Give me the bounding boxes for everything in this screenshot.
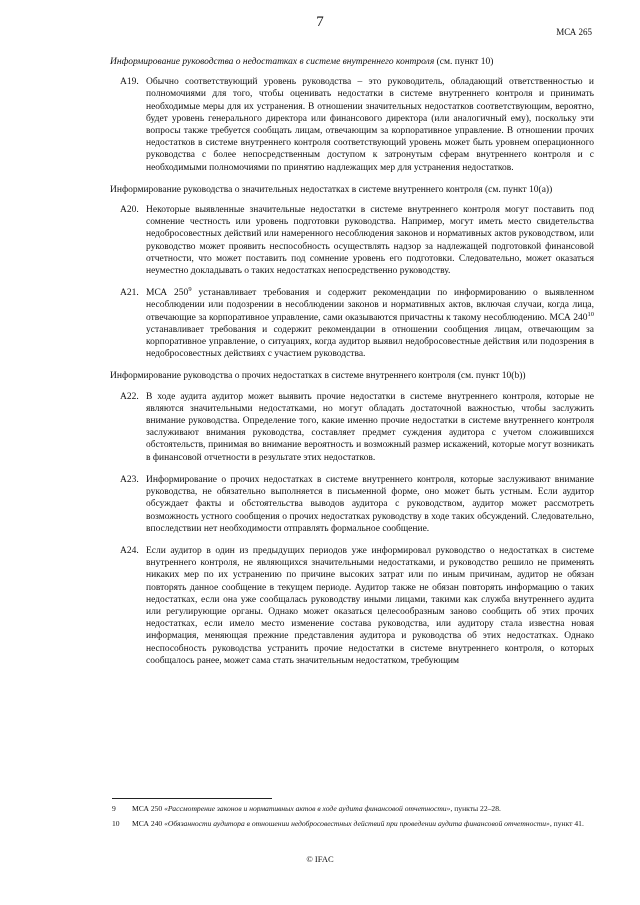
paragraph-text <box>146 391 594 464</box>
paragraph-text-run: Информирование о прочих недостатках в системе внутреннего контроля, которые заслуживают внимание руководства, не обязательно выполняется в письменной форме, оно может быть устным. Если аудитор обсуждает факты и обстоятельства выводов аудитора с руководством, аудитор может рассмотреть возможность устного сообщения о прочих недостатках руководству в ходе таких обсуждений. Следовательно, впоследствии нет необходимости отправлять формальное сообщение. <box>146 474 594 534</box>
footnote-text <box>132 819 598 830</box>
paragraph-text-run: устанавливает требования и содержит рекомендации в отношении сообщения лицам, отвечающим за корпоративное управление, о ситуациях, когда аудитор выявил недобросовестные действия или подозрения в недобросовестных действиях с участием руководства. <box>146 324 594 360</box>
paragraph-number: A21. <box>120 288 139 299</box>
section-heading <box>110 184 594 196</box>
section-heading-text: Информирование руководства о прочих недостатках в системе внутреннего контроля (см. пункт 10(b)) <box>110 371 526 382</box>
paragraph-text <box>146 474 594 535</box>
paragraph-text-run: В ходе аудита аудитор может выявить прочие недостатки в системе внутреннего контроля, которые не являются значительными недостатками, но могут обладать достаточной важностью, чтобы заслужить внимание руководства. Определение того, какие именно прочие недостатки в системе внутреннего контроля заслуживают внимания руководства, составляет предмет суждения аудитора с учетом сложившихся обстоятельств, принимая во внимание вероятность и возможный размер искажений, которые могут возникать в финансовой отчетности в результате этих недостатков. <box>146 391 594 463</box>
footnote-text-italic: «Рассмотрение законов и нормативных актов в ходе аудита финансовой отчетности» <box>164 804 451 813</box>
footnote-reference[interactable]: 10 <box>587 310 594 318</box>
footnote-text-after: , пункт 41. <box>549 818 584 828</box>
footnote-text <box>132 804 598 815</box>
standard-code: МСА 265 <box>556 27 592 37</box>
section-heading-text: (см. пункт 10) <box>434 57 494 67</box>
footnote-divider <box>112 798 272 799</box>
footnote-text-before: МСА 240 <box>132 818 165 828</box>
footnotes <box>112 804 598 833</box>
footnote-text-after: , пункты 22–28. <box>450 804 501 813</box>
section-heading-text: Информирование руководства о значительных недостатках в системе внутреннего контроля (см. пункт 10(a)) <box>110 184 553 195</box>
footnote-number: 10 <box>112 818 120 828</box>
footnote <box>112 804 598 815</box>
paragraph-number: A20. <box>120 205 139 216</box>
footnote-text-before: МСА 250 <box>132 804 165 813</box>
paragraph <box>110 204 594 277</box>
paragraph-text <box>146 204 594 277</box>
paragraph-number: A22. <box>120 391 139 402</box>
paragraph-text-run: Обычно соответствующий уровень руководства – это руководитель, обладающий ответственностью и полномочиями для того, чтобы оценивать недостатки в системе внутреннего контроля и принимать необходимые меры для их устранения. В отношении значительных недостатков соответствующим, вероятно, будет уровень генерального директора или финансового директора (или аналогичный ему), поскольку эти вопросы также требуется сообщать лицам, отвечающим за корпоративное управление. В отношении прочих недостатков в системе внутреннего контроля соответствующий уровень может быть уровнем операционного руководства с более непосредственным доступом к затронутым сферам внутреннего контроля и с необходимыми полномочиями по принятию надлежащих мер для устранения недостатков. <box>146 77 594 173</box>
footnote-text-italic: «Обязанности аудитора в отношении недобросовестных действий при проведении аудита финансовой отчетности» <box>164 818 550 828</box>
paragraph-text <box>146 545 594 667</box>
paragraph <box>110 287 594 360</box>
paragraph-text-run: Если аудитор в один из предыдущих периодов уже информировал руководство о недостатках в системе внутреннего контроля, не являющихся значительными недостатками, и руководство решило не применять никаких мер по их устранению по причине высоких затрат или по иным причинам, аудитор не обязан повторять данное сообщение в текущем периоде. Аудитор также не обязан повторять информацию о таких недостатках, если она уже сообщалась руководству иными лицами, такими как служба внутреннего аудита или регулирующие органы. Однако может оказаться целесообразным заново сообщить об этих прочих недостатках, если имело место изменение состава руководства, или аудитору стала известна новая информация, меняющая прежние представления аудитора и руководства об этих недостатках. Однако неспособность руководства устранить прочие недостатки в системе внутреннего контроля, о которых сообщалось ранее, может сама стать значительным недостатком, требующим <box>146 545 594 666</box>
section-heading <box>110 370 594 382</box>
copyright: © IFAC <box>306 854 334 864</box>
paragraph-text-run: Некоторые выявленные значительные недостатки в системе внутреннего контроля могут поставить под сомнение честность или уровень подготовки руководства. Например, могут иметь место свидетельства недобросовестных действий или намеренного несоблюдения законов и нормативных актов руководством, или руководство может проявить неспособность осуществлять надзор за надлежащей подготовкой финансовой отчетности, что может поставить под сомнение уровень его подготовки. Следовательно, может оказаться неуместно докладывать о таких недостатках непосредственно руководству. <box>146 205 594 277</box>
footnote-number: 9 <box>112 804 116 813</box>
section-heading <box>110 56 594 68</box>
paragraph <box>110 545 594 667</box>
document-body <box>110 56 594 677</box>
paragraph-text <box>146 76 594 174</box>
footnote <box>112 819 598 830</box>
paragraph <box>110 76 594 174</box>
paragraph-number: A23. <box>120 474 139 485</box>
section-heading-italic: Информирование руководства о недостатках в системе внутреннего контроля <box>110 57 435 67</box>
footnote-reference[interactable]: 9 <box>188 286 192 294</box>
paragraph-number: A19. <box>120 77 139 88</box>
paragraph <box>110 474 594 535</box>
paragraph-text-run: МСА 250 <box>146 288 189 299</box>
page-number: 7 <box>316 14 324 30</box>
paragraph-text <box>146 287 594 360</box>
paragraph-text-run: устанавливает требования и содержит рекомендации по информированию о выявленном несоблюдении или подозрении в несоблюдении законов и нормативных актов, включая случаи, когда лица, отвечающие за корпоративное управление, сами оказываются причастны к такому несоблюдению. МСА 240 <box>146 288 595 323</box>
paragraph-number: A24. <box>120 545 139 556</box>
paragraph <box>110 391 594 464</box>
